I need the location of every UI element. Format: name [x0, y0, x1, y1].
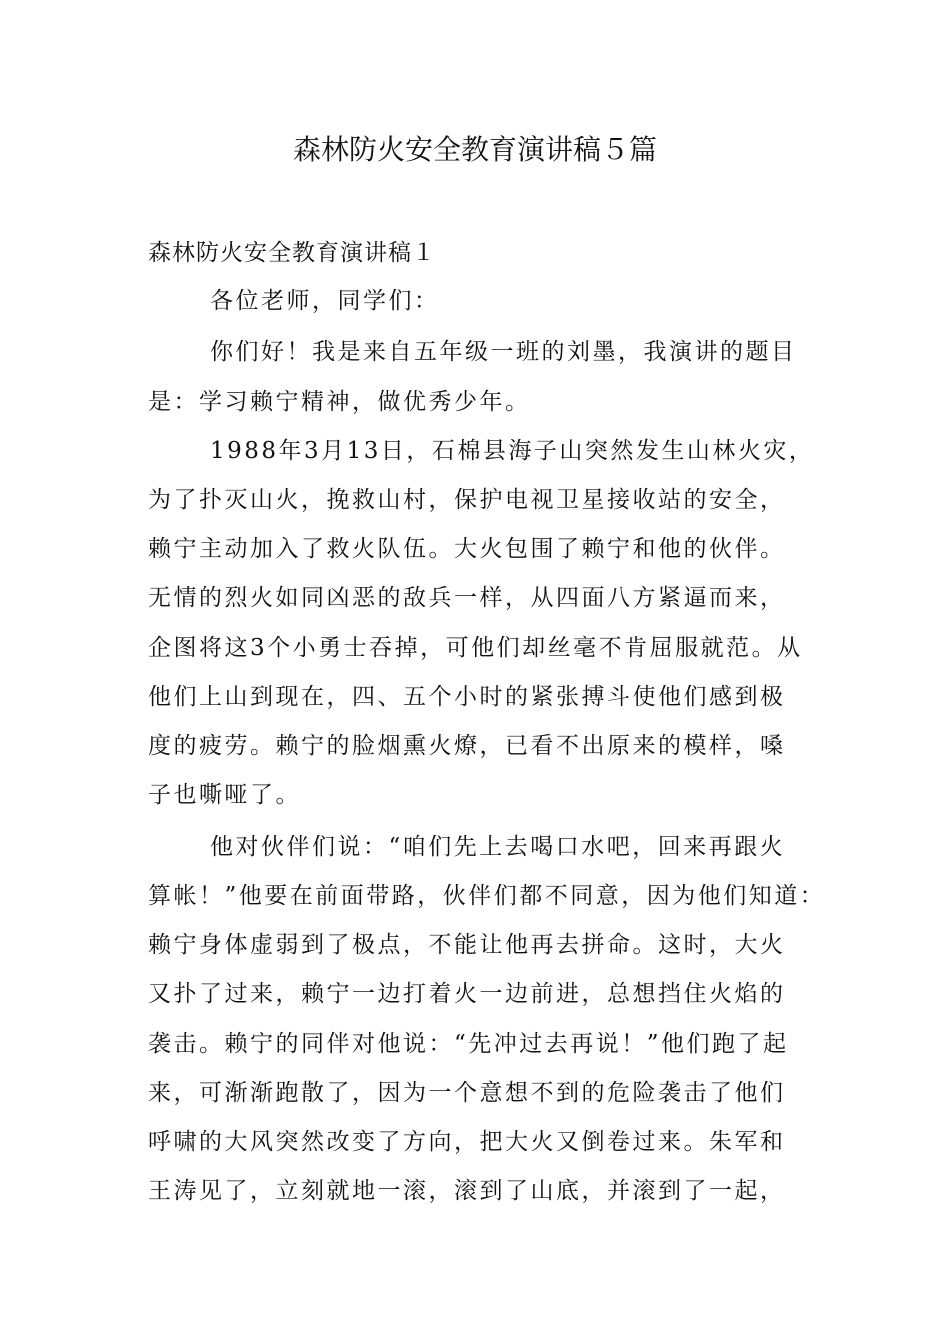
paragraph-line: 王涛见了，立刻就地一滚，滚到了山底，并滚到了一起， — [148, 1178, 786, 1204]
paragraph-line: 无情的烈火如同凶恶的敌兵一样，从四面八方紧逼而来， — [148, 585, 786, 611]
paragraph-line: 企图将这3个小勇士吞掉，可他们却丝毫不肯屈服就范。从 — [148, 635, 803, 661]
paragraph-line: 袭击。赖宁的同伴对他说：“先冲过去再说！”他们跑了起 — [148, 1031, 789, 1057]
paragraph-line: 是：学习赖宁精神，做优秀少年。 — [148, 389, 531, 415]
salutation-line: 各位老师，同学们： — [210, 288, 440, 314]
paragraph-line: 你们好！我是来自五年级一班的刘墨，我演讲的题目 — [210, 339, 797, 365]
paragraph-line: 为了扑灭山火，挽救山村，保护电视卫星接收站的安全， — [148, 487, 786, 513]
paragraph-line: 算帐！”他要在前面带路，伙伴们都不同意，因为他们知道： — [148, 883, 826, 909]
paragraph-line: 赖宁主动加入了救火队伍。大火包围了赖宁和他的伙伴。 — [148, 536, 786, 562]
paragraph-line: 度的疲劳。赖宁的脸烟熏火燎，已看不出原来的模样，嗓 — [148, 733, 786, 759]
paragraph-line: 呼啸的大风突然改变了方向，把大火又倒卷过来。朱军和 — [148, 1129, 786, 1155]
paragraph-line: 赖宁身体虚弱到了极点，不能让他再去拼命。这时，大火 — [148, 932, 786, 958]
paragraph-line: 又扑了过来，赖宁一边打着火一边前进，总想挡住火焰的 — [148, 981, 786, 1007]
paragraph-line: 来，可渐渐跑散了，因为一个意想不到的危险袭击了他们 — [148, 1080, 786, 1106]
paragraph-line: 子也嘶哑了。 — [148, 782, 301, 808]
paragraph-line: 1988年3月13日，石棉县海子山突然发生山林火灾， — [210, 438, 815, 464]
paragraph-line: 他们上山到现在，四、五个小时的紧张搏斗使他们感到极 — [148, 684, 786, 710]
document-title: 森林防火安全教育演讲稿５篇 — [292, 133, 657, 166]
paragraph-line: 他对伙伴们说：“咱们先上去喝口水吧，回来再跟火 — [210, 834, 786, 860]
section-heading: 森林防火安全教育演讲稿１ — [148, 240, 436, 266]
